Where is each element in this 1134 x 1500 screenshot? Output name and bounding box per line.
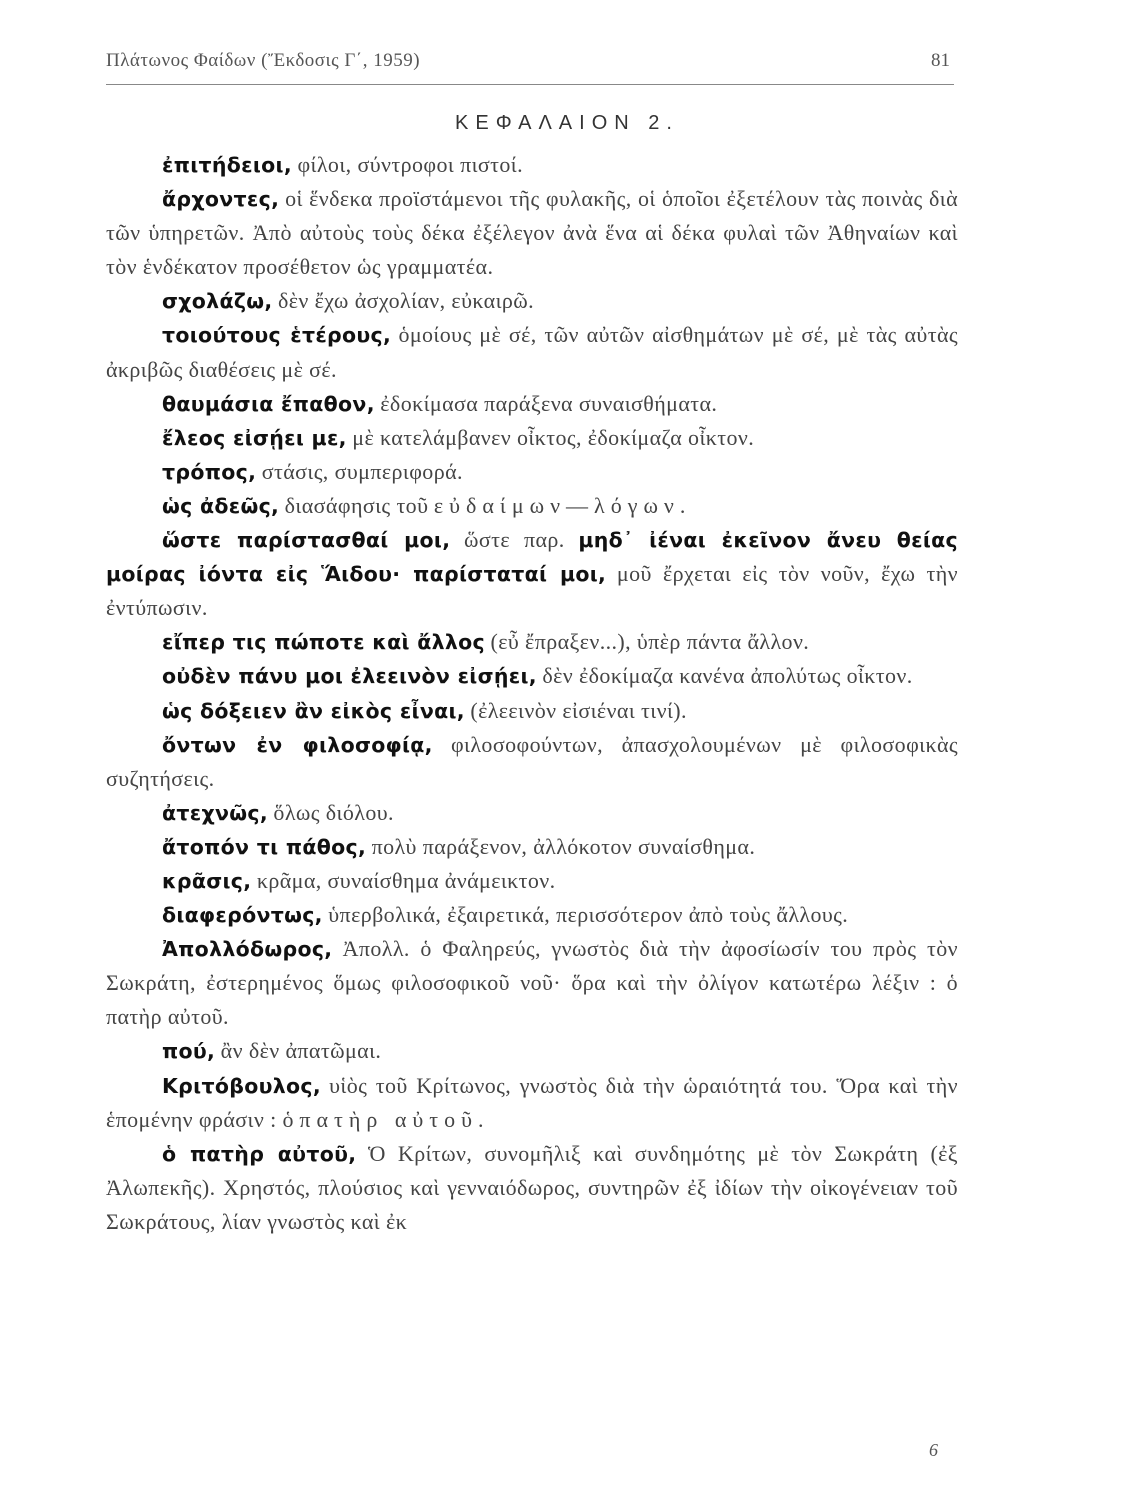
glossary-entry (106, 898, 958, 932)
glossary-entry (106, 1137, 958, 1239)
entry-lemma: οὐδὲν πάνυ μοι ἐλεεινὸν εἰσῄει, (162, 664, 537, 689)
entry-lemma: Ἀπολλόδωρος, (162, 937, 333, 962)
entry-gloss: φιλοσοφούντων, ἀπασχολουμένων μὲ φιλοσοφικὰς συζητήσεις. (106, 731, 959, 791)
entry-lemma: τοιούτους ἑτέρους, (162, 323, 392, 348)
glossary-entry (106, 694, 958, 728)
entry-spaced-text: πατὴρ αὐτοῦ. (299, 1106, 490, 1132)
glossary-entry (106, 455, 958, 489)
glossary-entry (106, 1069, 958, 1137)
entry-gloss: ὁμοίους μὲ σέ, τῶν αὐτῶν αἰσθημάτων μὲ σέ, μὲ τὰς αὐτὰς ἀκριβῶς διαθέσεις μὲ σέ. (106, 322, 958, 382)
glossary-entry (106, 864, 958, 898)
entry-gloss: δὲν ἐδοκίμαζα κανένα ἀπολύτως οἶκτον. (542, 663, 913, 689)
glossary-entry (106, 932, 958, 1034)
entry-lemma: Κριτόβουλος, (162, 1073, 321, 1098)
glossary-entry (106, 421, 958, 455)
entry-lemma: ὡς ἀδεῶς, (162, 493, 280, 518)
entry-spaced-text: εὐδαίμων—λόγων. (433, 492, 692, 518)
entry-lemma: ὁ πατὴρ αὐτοῦ, (162, 1141, 357, 1166)
glossary-entry (106, 284, 958, 318)
entry-gloss: πολὺ παράξενον, ἀλλόκοτον συναίσθημα. (371, 833, 756, 859)
entry-lemma: σχολάζω, (162, 289, 273, 314)
entry-lemma: ὥστε παρίστασθαί μοι, (162, 528, 451, 553)
glossary-entry (106, 318, 958, 386)
glossary-entry (106, 148, 958, 182)
glossary-entry (106, 1034, 958, 1068)
entry-lemma: μηδ᾿ ἰέναι ἐκεῖνον ἄνευ θείας μοίρας ἰόντα εἰς Ἅιδου· παρίσταταί μοι, (106, 528, 959, 587)
entry-lemma: ὡς δόξειεν ἂν εἰκὸς εἶναι, (162, 698, 465, 723)
glossary-entry (106, 625, 958, 659)
glossary-entry (106, 728, 958, 796)
entry-lemma: ἀτεχνῶς, (162, 800, 268, 825)
entry-gloss: ὥστε παρ. (463, 527, 565, 553)
entry-lemma: ἔλεος εἰσῄει με, (162, 425, 347, 450)
entry-gloss: υἱὸς τοῦ Κρίτωνος, γνωστὸς διὰ τὴν ὡραιότητά του. Ὅρα καὶ τὴν ἑπομένην φράσιν : ὁ (106, 1072, 959, 1132)
page-number: 81 (931, 50, 950, 71)
entry-gloss: οἱ ἕνδεκα προϊστάμενοι τῆς φυλακῆς, οἱ ὁποῖοι ἐξετέλουν τὰς ποινὰς διὰ τῶν ὑπηρετῶν. Ἀπὸ αὐτοὺς τοὺς δέκα ἐξέλεγον ἀνὰ ἕνα αἱ δέκα φυλαὶ τῶν Ἀθηναίων καὶ τὸν ἑνδέκατον προσέθετον ὡς γραμματέα. (106, 186, 958, 280)
entry-lemma: ἐπιτήδειοι, (162, 153, 292, 177)
entry-gloss: στάσις, συμπεριφορά. (261, 458, 463, 484)
chapter-title: ΚΕΦΑΛΑΙΟΝ 2. (455, 112, 679, 134)
glossary-entry (106, 796, 958, 830)
signature-mark: 6 (929, 1440, 938, 1460)
entry-gloss: Ἀπολλ. ὁ Φαληρεύς, γνωστὸς διὰ τὴν ἀφοσίωσίν του πρὸς τὸν Σωκράτη, ἐστερημένος ὅμως φιλοσοφικοῦ νοῦ· ὅρα καὶ τὴν ὀλίγον κατωτέρω λέξιν : ὁ πατὴρ αὐτοῦ. (106, 936, 958, 1030)
running-header (106, 44, 954, 85)
entry-gloss: (εὖ ἔπραξεν...), ὑπὲρ πάντα ἄλλον. (490, 629, 810, 655)
entry-lemma: ἄρχοντες, (162, 187, 280, 212)
entry-gloss: Ὁ Κρίτων, συνομῆλιξ καὶ συνδημότης μὲ τὸν Σωκράτη (ἐξ Ἀλωπεκῆς). Χρηστός, πλούσιος καὶ γενναιόδωρος, συντηρῶν ἐξ ἰδίων τὴν οἰκογένειαν τοῦ Σωκράτους, λίαν γνωστὸς καὶ ἐκ (106, 1140, 959, 1234)
entry-lemma: τρόπος, (162, 459, 257, 484)
glossary-body (106, 148, 958, 1239)
entry-gloss: διασάφησις τοῦ (284, 492, 429, 518)
entry-gloss: μοῦ ἔρχεται εἰς τὸν νοῦν, ἔχω τὴν ἐντύπωσιν. (106, 561, 959, 621)
entry-gloss: δὲν ἔχω ἀσχολίαν, εὐκαιρῶ. (277, 288, 535, 314)
entry-lemma: ἄτοπόν τι πάθος, (162, 834, 367, 859)
entry-gloss: (ἐλεεινὸν εἰσιέναι τινί). (470, 697, 687, 723)
entry-lemma: εἴπερ τις πώποτε καὶ ἄλλος (162, 630, 485, 655)
header-title: Πλάτωνος Φαίδων (Ἔκδοσις Γ΄, 1959) (106, 50, 421, 71)
glossary-entry (106, 182, 958, 284)
entry-gloss: ἐδοκίμασα παράξενα συναισθήματα. (380, 390, 718, 416)
entry-gloss: ὅλως διόλου. (273, 799, 394, 825)
entry-gloss: μὲ κατελάμβανεν οἶκτος, ἐδοκίμαζα οἶκτον. (352, 424, 755, 450)
entry-lemma: κρᾶσις, (162, 868, 252, 893)
glossary-entry (106, 830, 958, 864)
entry-gloss: φίλοι, σύντροφοι πιστοί. (297, 152, 524, 177)
entry-gloss: κρᾶμα, συναίσθημα ἀνάμεικτον. (256, 867, 556, 893)
entry-lemma: διαφερόντως, (162, 903, 323, 928)
entry-gloss: ἂν δὲν ἀπατῶμαι. (220, 1038, 382, 1064)
glossary-entry (106, 523, 958, 625)
entry-lemma: θαυμάσια ἔπαθον, (162, 391, 375, 416)
glossary-entry (106, 489, 958, 523)
entry-lemma: πού, (162, 1039, 216, 1064)
glossary-entry (106, 659, 958, 693)
entry-lemma: ὄντων ἐν φιλοσοφίᾳ, (162, 732, 433, 757)
glossary-entry (106, 387, 958, 421)
entry-gloss: ὑπερβολικά, ἐξαιρετικά, περισσότερον ἀπὸ τοὺς ἄλλους. (328, 902, 849, 928)
